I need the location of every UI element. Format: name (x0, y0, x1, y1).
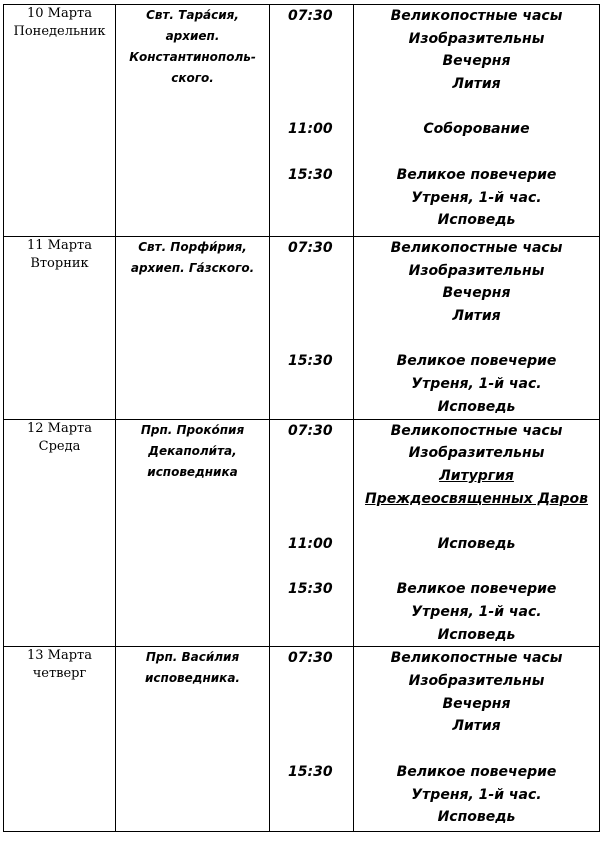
service-name-text: Великое повечерие (396, 763, 557, 780)
service-time (270, 670, 353, 693)
saint-text-line: архиеп. (165, 29, 220, 43)
service-name (354, 784, 599, 807)
services-cell (354, 647, 600, 832)
service-name (354, 442, 599, 465)
service-time (270, 784, 353, 807)
service-name-text: Преждеосвященных Даров (364, 490, 589, 507)
service-name-text: Лития (452, 76, 501, 93)
saint-text-line: Прп. Васи́лия (145, 650, 240, 665)
service-name (354, 141, 599, 164)
saint-text-line: ского. (171, 71, 214, 85)
service-name (354, 350, 599, 373)
service-time (270, 282, 353, 305)
service-time: 07:30 (288, 240, 333, 256)
service-time (270, 96, 353, 119)
saint-text-line: Свт. Порфи́рия, (138, 240, 247, 254)
service-name-text: Великопостные часы (390, 240, 563, 256)
date-cell (4, 419, 116, 647)
service-time (270, 624, 353, 647)
service-name (354, 164, 599, 187)
services-cell (354, 419, 600, 647)
saint-text-line: Свт. Тара́сия, (146, 8, 239, 22)
day-row (4, 647, 600, 832)
service-time: 07:30 (288, 8, 333, 24)
date-cell (4, 647, 116, 832)
service-time: 11:00 (288, 535, 333, 552)
saint-cell (116, 647, 270, 832)
services-cell (354, 5, 600, 237)
schedule-table (3, 4, 600, 832)
service-time (270, 715, 353, 738)
service-name-text: Великопостные часы (390, 422, 563, 439)
saint-cell (116, 237, 270, 420)
saint-text-line: Декаполи́та, (148, 443, 237, 458)
service-name-text: Вечерня (442, 695, 511, 712)
weekday-label: Среда (38, 438, 81, 454)
service-time: 15:30 (288, 166, 333, 183)
saint-cell (116, 5, 270, 237)
time-cell (270, 5, 354, 237)
time-cell (270, 237, 354, 420)
service-time (270, 305, 353, 328)
service-name (354, 624, 599, 647)
service-time (270, 601, 353, 624)
service-time (270, 260, 353, 283)
day-row (4, 5, 600, 237)
service-time (270, 488, 353, 511)
service-name-text: Исповедь (437, 626, 516, 643)
service-name (354, 693, 599, 716)
service-name-text: Литургия (439, 467, 514, 484)
service-time (270, 556, 353, 579)
service-name (354, 50, 599, 73)
date-cell (4, 237, 116, 420)
weekday-label: Вторник (30, 256, 89, 271)
service-time (270, 806, 353, 829)
service-time (270, 209, 353, 232)
service-name (354, 715, 599, 738)
service-name (354, 118, 599, 141)
service-name-text: Соборование (423, 121, 530, 138)
service-name (354, 510, 599, 533)
service-name (354, 373, 599, 396)
service-time (270, 28, 353, 51)
service-time: 15:30 (288, 353, 333, 370)
saint-text-line: архиеп. Га́зского. (130, 261, 255, 275)
service-time (270, 442, 353, 465)
service-name (354, 28, 599, 51)
weekday-label: Понедельник (13, 24, 106, 39)
services-cell (354, 237, 600, 420)
service-name-text: Великопостные часы (390, 650, 563, 667)
service-name (354, 761, 599, 784)
service-time (270, 50, 353, 73)
saint-text-line: исповедника (147, 464, 238, 479)
service-name-text: Исповедь (437, 535, 516, 552)
service-time (270, 141, 353, 164)
service-name-text: Великое повечерие (396, 166, 557, 183)
service-name (354, 187, 599, 210)
saint-text-line: Прп. Проко́пия (140, 422, 245, 437)
service-name (354, 556, 599, 579)
date-label: 11 Марта (27, 238, 92, 253)
service-name (354, 533, 599, 556)
service-name (354, 647, 599, 670)
service-name-text: Великопостные часы (390, 8, 563, 24)
service-name-text: Великое повечерие (396, 581, 557, 598)
service-name (354, 328, 599, 351)
service-name (354, 237, 599, 260)
service-name-text: Утреня, 1-й час. (411, 189, 542, 206)
service-name (354, 670, 599, 693)
service-time (270, 73, 353, 96)
service-name-text: Лития (452, 718, 501, 735)
service-time (270, 510, 353, 533)
service-name (354, 806, 599, 829)
service-name (354, 73, 599, 96)
service-name-text: Исповедь (437, 212, 516, 229)
day-row (4, 419, 600, 647)
service-name (354, 209, 599, 232)
time-cell (270, 647, 354, 832)
day-row (4, 237, 600, 420)
saint-text-line: Константинополь- (129, 50, 256, 64)
saint-cell (116, 419, 270, 647)
service-name-text: Изобразительны (408, 30, 545, 47)
service-name (354, 305, 599, 328)
service-time (270, 396, 353, 419)
service-name-text: Вечерня (442, 285, 511, 302)
service-name-text: Лития (452, 308, 501, 325)
service-name-text: Великое повечерие (396, 353, 557, 370)
service-name-text: Изобразительны (408, 445, 545, 462)
service-name-text: Изобразительны (408, 262, 545, 279)
service-time (270, 373, 353, 396)
service-time: 15:30 (288, 581, 333, 598)
service-name-text: Вечерня (442, 53, 511, 70)
service-name (354, 420, 599, 443)
date-label: 12 Марта (27, 420, 92, 436)
service-name-text: Исповедь (437, 398, 516, 415)
service-name-text: Утреня, 1-й час. (411, 376, 542, 393)
service-name (354, 465, 599, 488)
service-time (270, 738, 353, 761)
service-name-text: Утреня, 1-й час. (411, 604, 542, 620)
date-label: 10 Марта (27, 6, 92, 21)
service-name (354, 96, 599, 119)
service-time: 15:30 (288, 763, 333, 780)
weekday-label: четверг (32, 666, 87, 682)
service-time (270, 693, 353, 716)
service-time (270, 187, 353, 210)
time-cell (270, 419, 354, 647)
saint-text-line: исповедника. (145, 671, 240, 686)
service-time: 07:30 (288, 422, 333, 439)
service-time (270, 465, 353, 488)
service-name (354, 738, 599, 761)
schedule-body (4, 5, 600, 832)
service-name-text: Изобразительны (408, 673, 545, 690)
service-name (354, 282, 599, 305)
service-name (354, 396, 599, 419)
service-name-text: Утреня, 1-й час. (411, 786, 542, 803)
service-name (354, 601, 599, 624)
service-time: 07:30 (288, 650, 333, 667)
date-label: 13 Марта (27, 648, 92, 664)
service-name (354, 488, 599, 511)
service-name (354, 578, 599, 601)
service-name (354, 260, 599, 283)
service-time (270, 328, 353, 351)
date-cell (4, 5, 116, 237)
service-name (354, 5, 599, 28)
service-name-text: Исповедь (437, 809, 516, 826)
service-time: 11:00 (288, 121, 333, 138)
